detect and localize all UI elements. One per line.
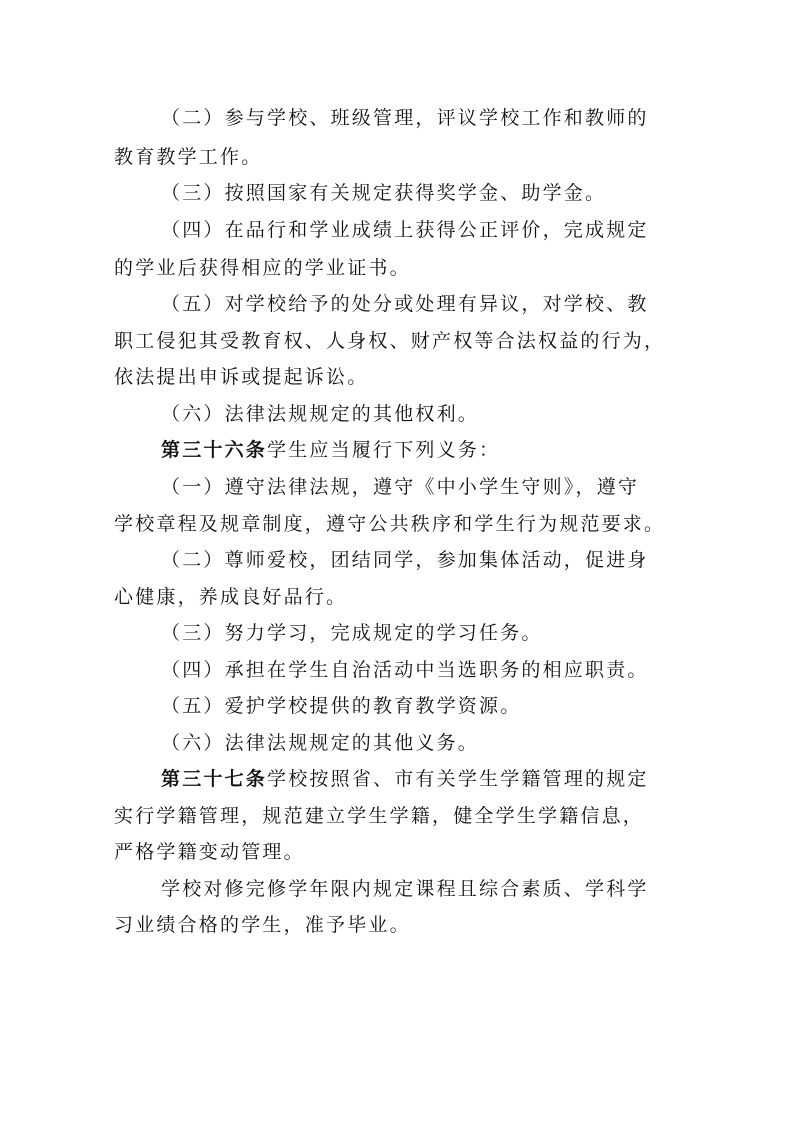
paragraph-line: （三）按照国家有关规定获得奖学金、助学金。	[161, 182, 607, 204]
paragraph-line: 心健康，养成良好品行。	[114, 586, 348, 608]
paragraph-line: （六）法律法规规定的其他义务。	[161, 732, 480, 754]
article-37-label: 第三十七条	[161, 768, 268, 790]
article-37-heading	[161, 767, 649, 791]
paragraph-line: 职工侵犯其受教育权、人身权、财产权等合法权益的行为，	[114, 330, 666, 352]
paragraph-line: 习业绩合格的学生，准予毕业。	[114, 914, 411, 936]
paragraph-line: （三）努力学习，完成规定的学习任务。	[161, 622, 543, 644]
article-37-text: 学校按照省、市有关学生学籍管理的规定	[267, 768, 649, 790]
paragraph-line: 严格学籍变动管理。	[114, 841, 305, 863]
paragraph-line: 学校对修完修学年限内规定课程且综合素质、学科学	[161, 878, 649, 900]
paragraph-line: （六）法律法规规定的其他权利。	[161, 403, 480, 425]
paragraph-line: （一）遵守法律法规，遵守《中小学生守则》，遵守	[161, 476, 640, 498]
paragraph-line: （二）尊师爱校，团结同学，参加集体活动，促进身	[161, 549, 649, 571]
paragraph-line: （二）参与学校、班级管理，评议学校工作和教师的	[161, 107, 649, 129]
paragraph-line: 依法提出申诉或提起诉讼。	[114, 366, 369, 388]
paragraph-line: 的学业后获得相应的学业证书。	[114, 257, 411, 279]
article-36-label: 第三十六条	[161, 439, 268, 461]
paragraph-line: 学校章程及规章制度，遵守公共秩序和学生行为规范要求。	[114, 513, 666, 535]
paragraph-line: 教育教学工作。	[114, 146, 263, 168]
paragraph-line: （五）对学校给予的处分或处理有异议，对学校、教	[161, 293, 649, 315]
paragraph-line: （五）爱护学校提供的教育教学资源。	[161, 695, 522, 717]
paragraph-line: （四）在品行和学业成绩上获得公正评价，完成规定	[161, 219, 649, 241]
article-36-text: 学生应当履行下列义务：	[267, 439, 501, 461]
paragraph-line: 实行学籍管理，规范建立学生学籍，健全学生学籍信息，	[114, 805, 645, 827]
paragraph-line: （四）承担在学生自治活动中当选职务的相应职责。	[161, 659, 649, 681]
article-36-heading	[161, 438, 500, 462]
